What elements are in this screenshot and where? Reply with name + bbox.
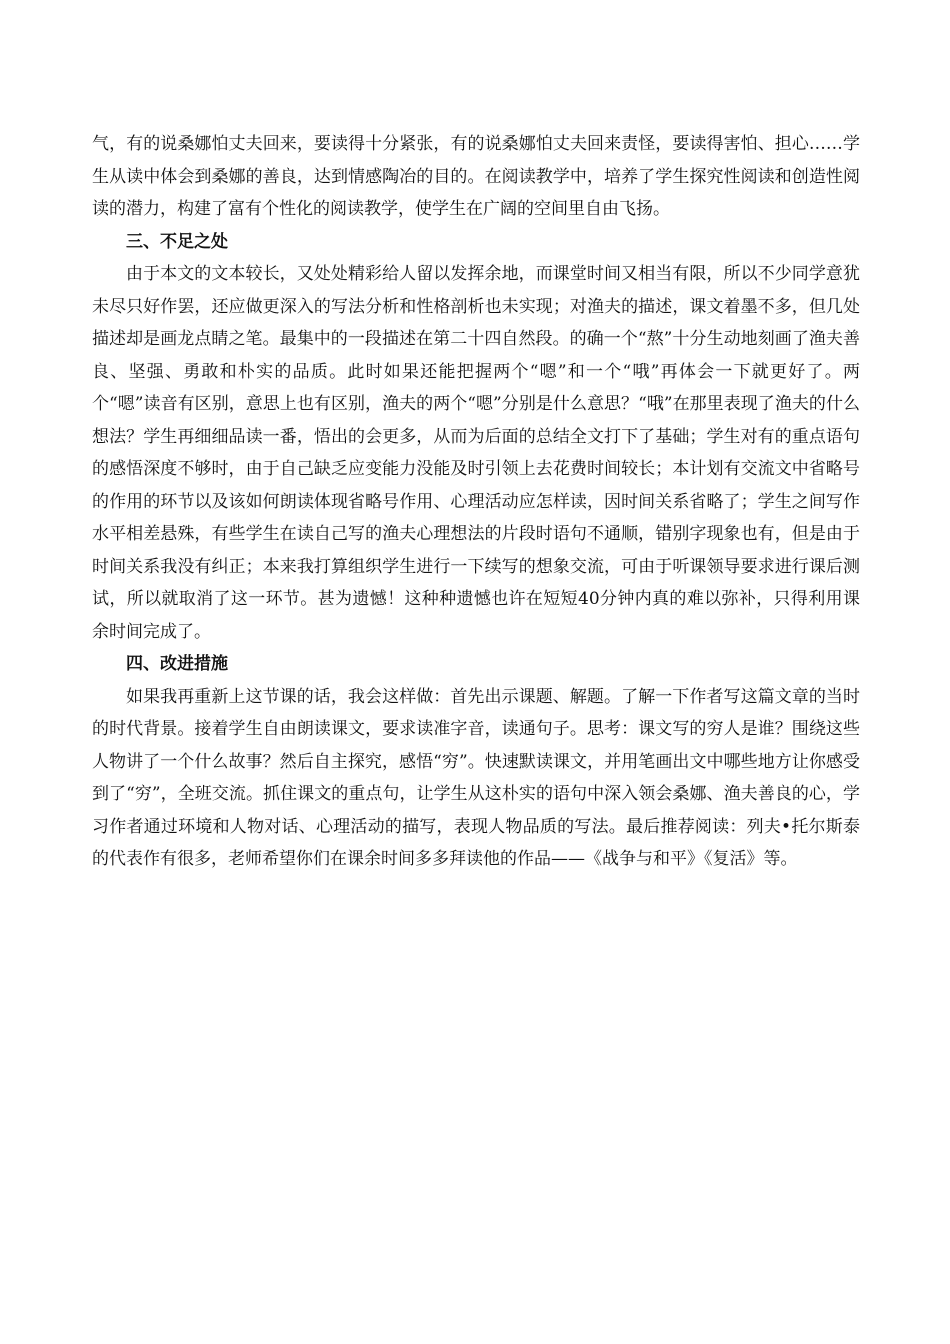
document-page — [92, 128, 860, 876]
paragraph-shortcomings: 由于本文的文本较长，又处处精彩给人留以发挥余地，而课堂时间又相当有限，所以不少同学意犹未尽只好作罢，还应做更深入的写法分析和性格剖析也未实现；对渔夫的描述，课文着墨不多，但几处描述却是画龙点睛之笔。最集中的一段描述在第二十四自然段。的确一个“熬”十分生动地刻画了渔夫善良、坚强、勇敢和朴实的品质。此时如果还能把握两个“嗯”和一个“哦”再体会一下就更好了。两个“嗯”读音有区别，意思上也有区别，渔夫的两个“嗯”分别是什么意思？“哦”在那里表现了渔夫的什么想法？学生再细细品读一番，悟出的会更多，从而为后面的总结全文打下了基础；学生对有的重点语句的感悟深度不够时，由于自己缺乏应变能力没能及时引领上去花费时间较长；本计划有交流文中省略号的作用的环节以及该如何朗读体现省略号作用、心理活动应怎样读，因时间关系省略了；学生之间写作水平相差悬殊，有些学生在读自己写的渔夫心理想法的片段时语句不通顺，错别字现象也有，但是由于时间关系我没有纠正；本来我打算组织学生进行一下续写的想象交流，可由于听课领导要求进行课后测试，所以就取消了这一环节。甚为遗憾！这种种遗憾也许在短短40分钟内真的难以弥补，只得利用课余时间完成了。 — [92, 264, 860, 642]
paragraph-improvements: 如果我再重新上这节课的话，我会这样做：首先出示课题、解题。了解一下作者写这篇文章的当时的时代背景。接着学生自由朗读课文，要求读准字音，读通句子。思考：课文写的穷人是谁？围绕这些人物讲了一个什么故事？然后自主探究，感悟“穷”。快速默读课文，并用笔画出文中哪些地方让你感受到了“穷”，全班交流。抓住课文的重点句，让学生从这朴实的语句中深入领会桑娜、渔夫善良的心，学习作者通过环境和人物对话、心理活动的描写，表现人物品质的写法。最后推荐阅读：列夫•托尔斯泰的代表作有很多，老师希望你们在课余时间多多拜读他的作品——《战争与和平》《复活》等。 — [92, 686, 860, 869]
paragraph-reading-outcome: 气，有的说桑娜怕丈夫回来，要读得十分紧张，有的说桑娜怕丈夫回来责怪，要读得害怕、担心……学生从读中体会到桑娜的善良，达到情感陶冶的目的。在阅读教学中，培养了学生探究性阅读和创造性阅读的潜力，构建了富有个性化的阅读教学，使学生在广阔的空间里自由飞扬。 — [92, 134, 860, 219]
section-heading-shortcomings: 三、不足之处 — [126, 231, 228, 252]
section-heading-improvements: 四、改进措施 — [126, 654, 228, 674]
